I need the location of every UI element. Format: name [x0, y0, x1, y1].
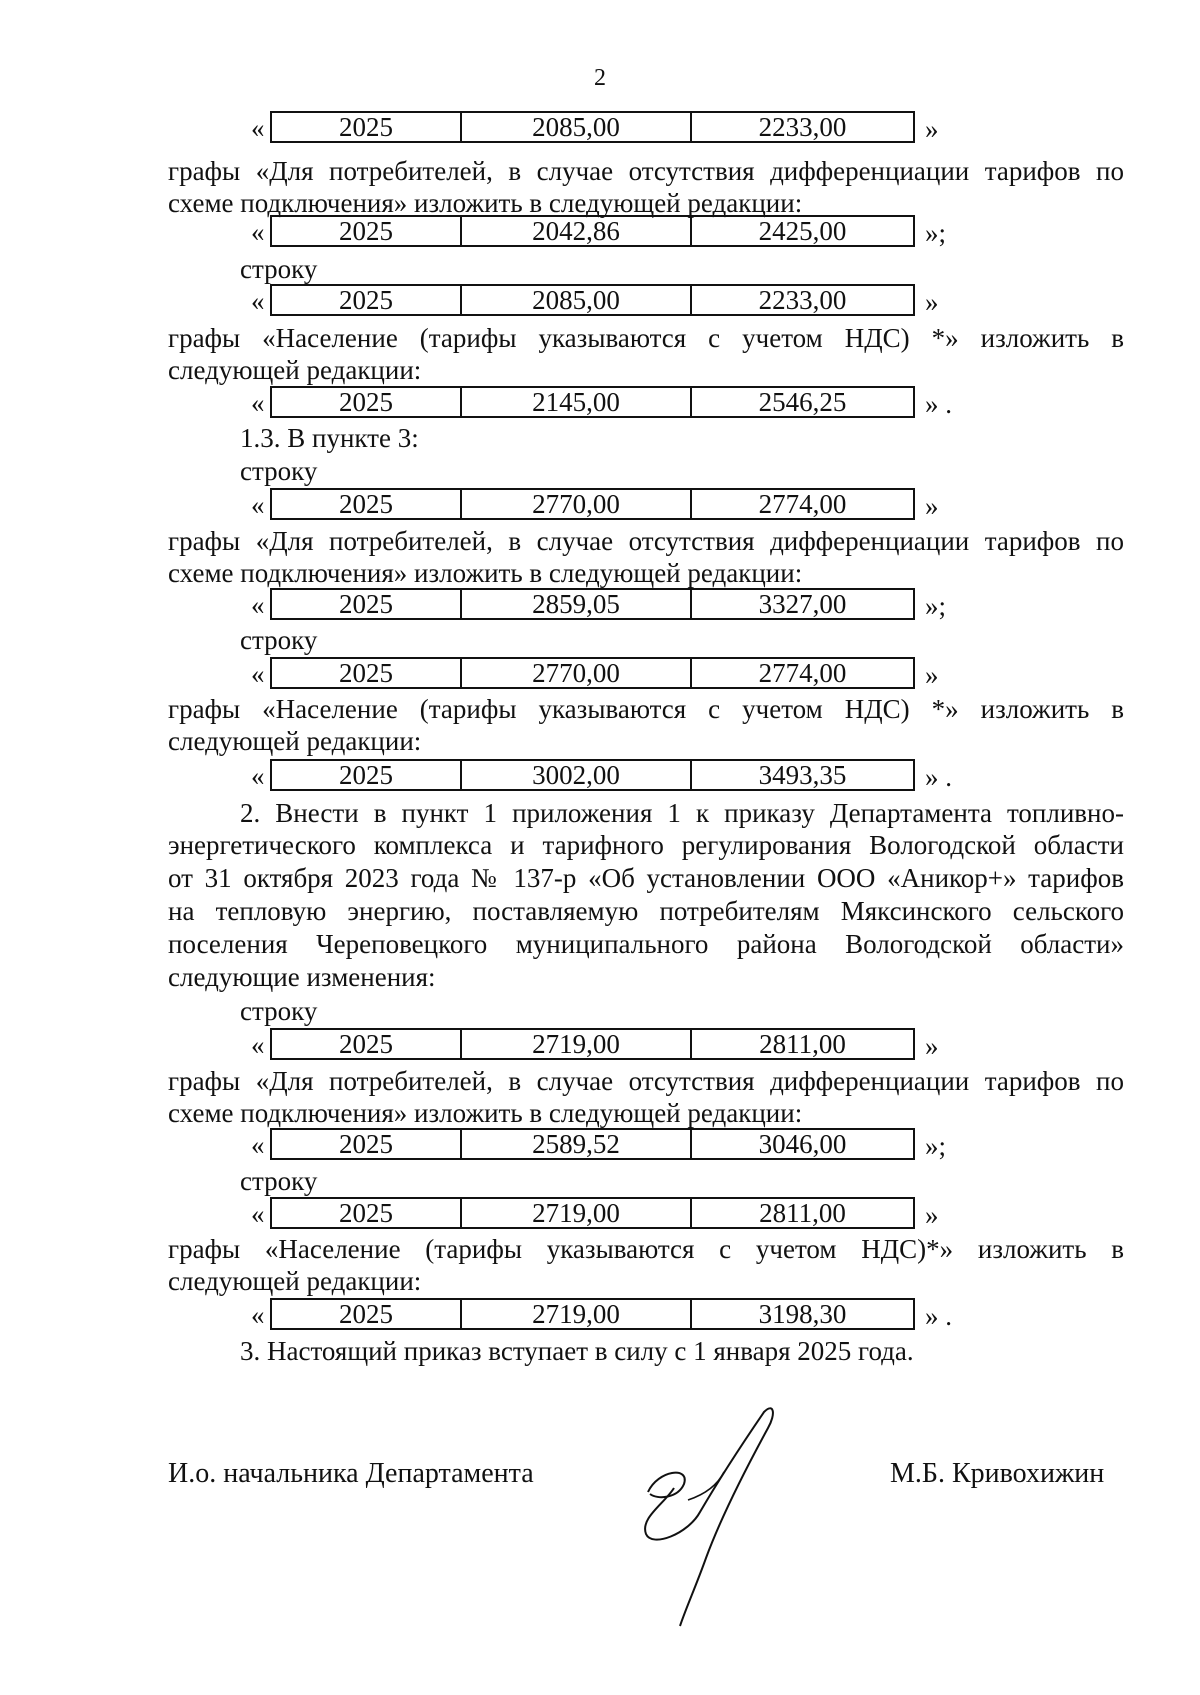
value-cell-1: 2719,00 — [462, 1030, 692, 1058]
paragraph-line: схеме подключения» изложить в следующей редакции: — [168, 1098, 803, 1128]
close-quote: » . — [925, 1301, 952, 1331]
stroku-label: строку — [240, 996, 318, 1026]
tariff-table — [270, 111, 915, 143]
paragraph-line: следующей редакции: — [168, 355, 422, 385]
tariff-row — [233, 657, 939, 691]
value-cell-2: 2233,00 — [758, 112, 847, 142]
signatory-name: М.Б. Кривохижин — [890, 1458, 1105, 1489]
close-quote: »; — [925, 1131, 947, 1161]
year-cell: 2025 — [272, 761, 462, 789]
tariff-table — [270, 1128, 915, 1160]
tariff-row — [233, 759, 952, 793]
paragraph-line: следующие изменения: — [168, 962, 436, 992]
value-cell-1: 2719,00 — [462, 1300, 692, 1328]
year-cell: 2025 — [272, 1030, 462, 1058]
open-quote: « — [251, 761, 265, 791]
close-quote: » — [925, 114, 939, 144]
paragraph-line: графы «Для потребителей, в случае отсутствия дифференциации тарифов по — [168, 526, 1124, 556]
tariff-table — [270, 215, 915, 247]
tariff-table — [270, 588, 915, 620]
paragraph-line: следующей редакции: — [168, 726, 422, 756]
tariff-row — [233, 588, 947, 622]
value-cell-1: 2719,00 — [462, 1199, 692, 1227]
open-quote: « — [251, 1130, 265, 1160]
year-cell: 2025 — [272, 659, 462, 687]
value-cell-2: 2811,00 — [759, 1029, 846, 1059]
item-1-3: 1.3. В пункте 3: — [240, 423, 419, 453]
tariff-row — [233, 111, 939, 145]
paragraph-line: поселения Череповецкого муниципального района Вологодской области» — [168, 929, 1124, 959]
paragraph-line: следующей редакции: — [168, 1266, 422, 1296]
value-cell-1: 2042,86 — [462, 217, 692, 245]
close-quote: »; — [925, 591, 947, 621]
value-cell-1: 2145,00 — [462, 388, 692, 416]
value-cell-1: 2770,00 — [462, 490, 692, 518]
close-quote: » — [925, 1031, 939, 1061]
paragraph-line: энергетического комплекса и тарифного регулирования Вологодской области — [168, 830, 1124, 860]
paragraph-line: схеме подключения» изложить в следующей редакции: — [168, 558, 803, 588]
paragraph-line: на тепловую энергию, поставляемую потребителям Мяксинского сельского — [168, 896, 1124, 926]
value-cell-2: 2811,00 — [759, 1198, 846, 1228]
close-quote: » — [925, 660, 939, 690]
tariff-table — [270, 1028, 915, 1060]
open-quote: « — [251, 1030, 265, 1060]
open-quote: « — [251, 490, 265, 520]
open-quote: « — [251, 217, 265, 247]
year-cell: 2025 — [272, 113, 462, 141]
value-cell-1: 2770,00 — [462, 659, 692, 687]
tariff-table — [270, 488, 915, 520]
stroku-label: строку — [240, 1166, 318, 1196]
tariff-table — [270, 1197, 915, 1229]
paragraph-line: графы «Население (тарифы указываются с учетом НДС) *» изложить в — [168, 694, 1124, 724]
paragraph-line: графы «Население (тарифы указываются с учетом НДС) *» изложить в — [168, 323, 1124, 353]
year-cell: 2025 — [272, 217, 462, 245]
value-cell-2: 3046,00 — [758, 1129, 847, 1159]
tariff-row — [233, 1028, 939, 1062]
handwritten-signature — [628, 1400, 788, 1635]
open-quote: « — [251, 1199, 265, 1229]
close-quote: » . — [925, 762, 952, 792]
value-cell-1: 3002,00 — [462, 761, 692, 789]
tariff-row — [233, 386, 952, 420]
page-number: 2 — [594, 65, 606, 91]
value-cell-2: 3327,00 — [758, 589, 847, 619]
tariff-table — [270, 284, 915, 316]
open-quote: « — [251, 1300, 265, 1330]
year-cell: 2025 — [272, 1130, 462, 1158]
year-cell: 2025 — [272, 1199, 462, 1227]
tariff-row — [233, 1197, 939, 1231]
paragraph-line: схеме подключения» изложить в следующей редакции: — [168, 188, 803, 218]
year-cell: 2025 — [272, 590, 462, 618]
stroku-label: строку — [240, 625, 318, 655]
value-cell-2: 2774,00 — [758, 489, 847, 519]
item-3: 3. Настоящий приказ вступает в силу с 1 января 2025 года. — [240, 1336, 914, 1366]
value-cell-2: 3198,30 — [758, 1299, 847, 1329]
tariff-row — [233, 215, 947, 249]
value-cell-1: 2085,00 — [462, 113, 692, 141]
paragraph-line: графы «Для потребителей, в случае отсутствия дифференциации тарифов по — [168, 156, 1124, 186]
tariff-row — [233, 1298, 952, 1332]
close-quote: » — [925, 287, 939, 317]
tariff-table — [270, 759, 915, 791]
open-quote: « — [251, 286, 265, 316]
value-cell-2: 2425,00 — [758, 216, 847, 246]
open-quote: « — [251, 659, 265, 689]
open-quote: « — [251, 113, 265, 143]
value-cell-1: 2589,52 — [462, 1130, 692, 1158]
paragraph-line: графы «Население (тарифы указываются с учетом НДС)*» изложить в — [168, 1234, 1124, 1264]
open-quote: « — [251, 590, 265, 620]
close-quote: » — [925, 491, 939, 521]
value-cell-1: 2085,00 — [462, 286, 692, 314]
tariff-row — [233, 1128, 947, 1162]
year-cell: 2025 — [272, 1300, 462, 1328]
paragraph-line: 2. Внести в пункт 1 приложения 1 к приказу Департамента топливно- — [240, 798, 1124, 828]
open-quote: « — [251, 388, 265, 418]
close-quote: » . — [925, 389, 952, 419]
value-cell-2: 2233,00 — [758, 285, 847, 315]
signatory-position: И.о. начальника Департамента — [168, 1458, 534, 1489]
paragraph-line: графы «Для потребителей, в случае отсутствия дифференциации тарифов по — [168, 1066, 1124, 1096]
value-cell-2: 2546,25 — [758, 387, 847, 417]
tariff-table — [270, 386, 915, 418]
tariff-table — [270, 657, 915, 689]
year-cell: 2025 — [272, 286, 462, 314]
close-quote: » — [925, 1200, 939, 1230]
year-cell: 2025 — [272, 388, 462, 416]
value-cell-2: 3493,35 — [758, 760, 847, 790]
stroku-label: строку — [240, 456, 318, 486]
year-cell: 2025 — [272, 490, 462, 518]
tariff-row — [233, 488, 939, 522]
tariff-table — [270, 1298, 915, 1330]
stroku-label: строку — [240, 254, 318, 284]
value-cell-2: 2774,00 — [758, 658, 847, 688]
value-cell-1: 2859,05 — [462, 590, 692, 618]
close-quote: »; — [925, 218, 947, 248]
paragraph-line: от 31 октября 2023 года № 137-р «Об установлении ООО «Аникор+» тарифов — [168, 863, 1124, 893]
tariff-row — [233, 284, 939, 318]
